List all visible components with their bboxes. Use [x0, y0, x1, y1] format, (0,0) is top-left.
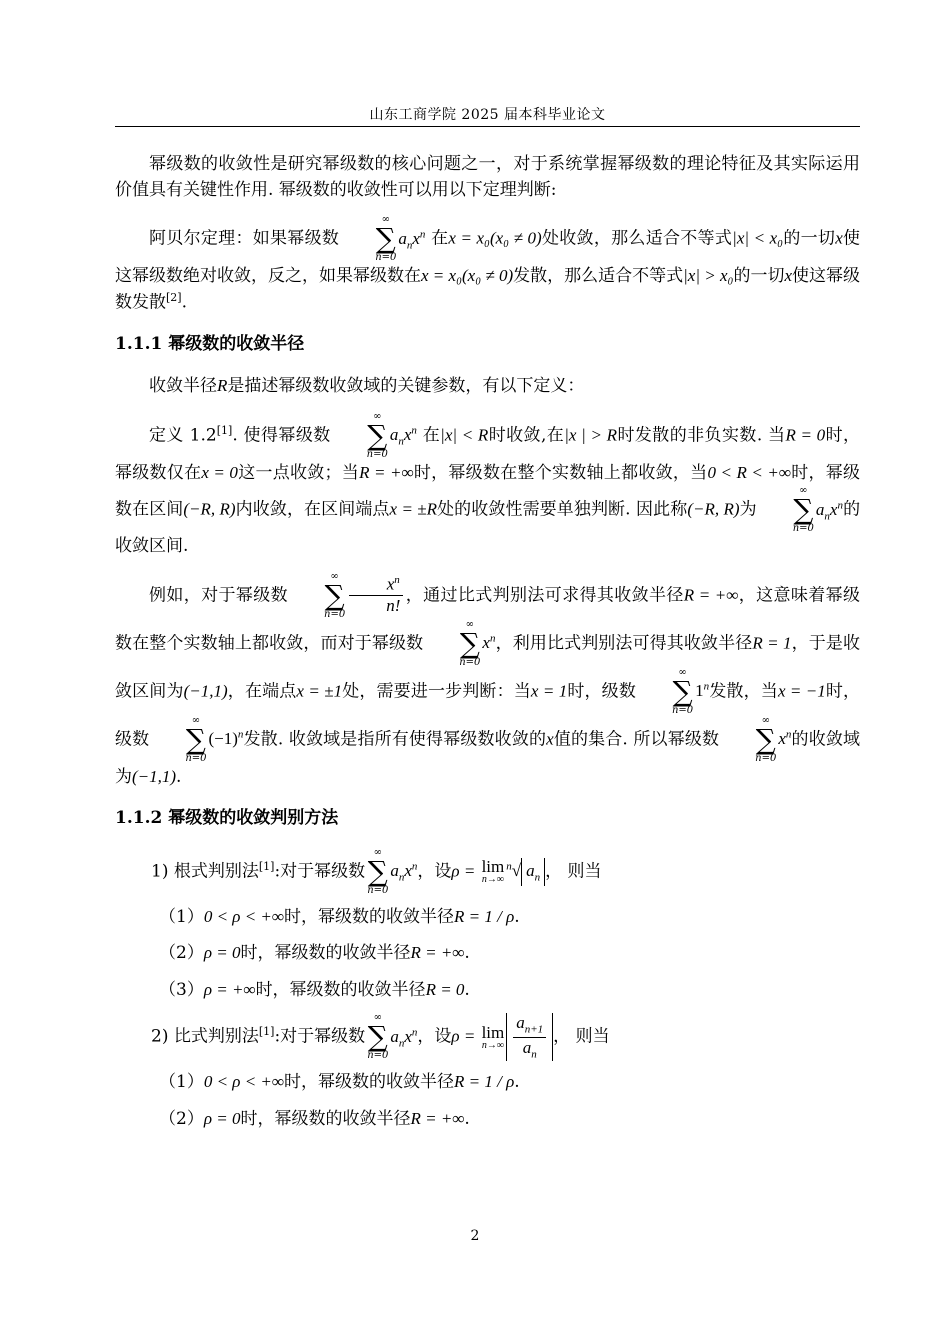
page-header: 山东工商学院 2025 届本科毕业论文 — [369, 107, 606, 123]
sum-symbol: ∞ ∑ n=0 — [324, 570, 346, 620]
sum-symbol: ∞ ∑ n=0 — [459, 618, 481, 668]
sum-symbol: ∞ ∑ n=0 — [375, 214, 397, 263]
radius-intro: 收敛半径R是描述幂级数收敛域的关键参数，有以下定义： — [149, 376, 585, 397]
root-case-3: （3）ρ = +∞时，幂级数的收敛半径R = 0. — [159, 979, 470, 1000]
sum-symbol: ∞ ∑ n=0 — [367, 846, 389, 896]
example-paragraph: 例如，对于幂级数 ∞ ∑ n=0 $\frac{x^n}{n!}$ ，通过比式判别法可求得其收敛半径R = +∞，这意味着幂级数在整个实数轴上都收敛，而对于幂级数 ∞ ∑ n=0 $x^n$，利用比式判别法可得其收敛半径R = 1，于是收敛区间为(−1,1)，在端点x = ±1处，需要进一步判断：当x = 1时，级数 ∞ ∑ n=0 1$^n$发散，当x = −1时，级数 ∞ ∑ n=0 $(-1)^n$发散. 收敛域是指所有使得幂级数收敛的x值的集合. 所以幂级数 ∞ ∑ n=0 $x^n$的收敛域为(−1,1). — [115, 570, 861, 787]
citation: [1] — [216, 423, 233, 437]
sum-symbol: ∞ ∑ n=0 — [185, 714, 207, 764]
section-heading-radius: 1.1.1 幂级数的收敛半径 — [115, 333, 305, 354]
root-case-2: （2）ρ = 0时，幂级数的收敛半径R = +∞. — [159, 943, 470, 964]
citation: [2] — [166, 290, 182, 304]
ratio-case-2: （2）ρ = 0时，幂级数的收敛半径R = +∞. — [159, 1108, 470, 1129]
sum-symbol: ∞ ∑ n=0 — [755, 714, 777, 764]
sum-symbol: ∞ ∑ n=0 — [792, 485, 814, 535]
citation: [1] — [258, 859, 275, 873]
sum-symbol: ∞ ∑ n=0 — [671, 666, 694, 716]
root-test: 1) 根式判别法[1]:对于幂级数 ∞ ∑ n=0 $a_nx^n$，设ρ = lim n→∞ $^n$√ $a_n$ ， 则当 — [151, 846, 602, 896]
sum-symbol: ∞ ∑ n=0 — [366, 410, 388, 460]
page-body — [115, 152, 860, 1142]
citation: [1] — [258, 1025, 275, 1039]
ratio-case-1: （1）0 < ρ < +∞时，幂级数的收敛半径R = 1 / ρ. — [159, 1072, 520, 1093]
definition-1-2: 定义 1.2[1]. 使得幂级数 ∞ ∑ n=0 $a_nx^n$ 在|x| < R时收敛,在|x | > R时发散的非负实数. 当R = 0时，幂级数仅在x = 0这一点收敛；当R = +∞时，幂级数在整个实数轴上都收敛，当0 < R < +∞时，幂级数在区间(−R, R)内收敛，在区间端点x = ±R处的收敛性需要单独判断. 因此称(−R, R)为 ∞ ∑ n=0 $a_nx^n$的收敛区间. — [115, 410, 861, 557]
sum-symbol: ∞ ∑ n=0 — [367, 1012, 389, 1062]
root-case-1: （1）0 < ρ < +∞时，幂级数的收敛半径R = 1 / ρ. — [159, 906, 520, 927]
section-heading-tests: 1.1.2 幂级数的收敛判别方法 — [115, 808, 339, 829]
math-term: $a_nx^n$ — [398, 227, 426, 251]
intro-paragraph: 幂级数的收敛性是研究幂级数的核心问题之一，对于系统掌握幂级数的理论特征及其实际运用价值具有关键性作用. 幂级数的收敛性可以用以下定理判断: — [115, 154, 860, 200]
page-number: 2 — [470, 1228, 480, 1244]
header-rule — [115, 126, 860, 127]
abel-theorem: 阿贝尔定理：如果幂级数 ∞ ∑ n=0 $a_nx^n$ 在x = x₀(x₀ ≠ 0)处收敛，那么适合不等式|x| < x₀的一切x使这幂级数绝对收敛，反之，如果幂级数在x = x₀(x₀ ≠ 0)发散，那么适合不等式|x| > x₀的一切x使这幂级数发散[2]. — [115, 214, 861, 313]
fraction: $\frac{x^n}{n!}$ — [349, 574, 403, 616]
ratio-test: 2) 比式判别法[1]:对于幂级数 ∞ ∑ n=0 $a_nx^n$，设ρ = lim n→∞ $\frac{a_{n+1}}{a_n}$ ， 则当 — [151, 1012, 610, 1062]
